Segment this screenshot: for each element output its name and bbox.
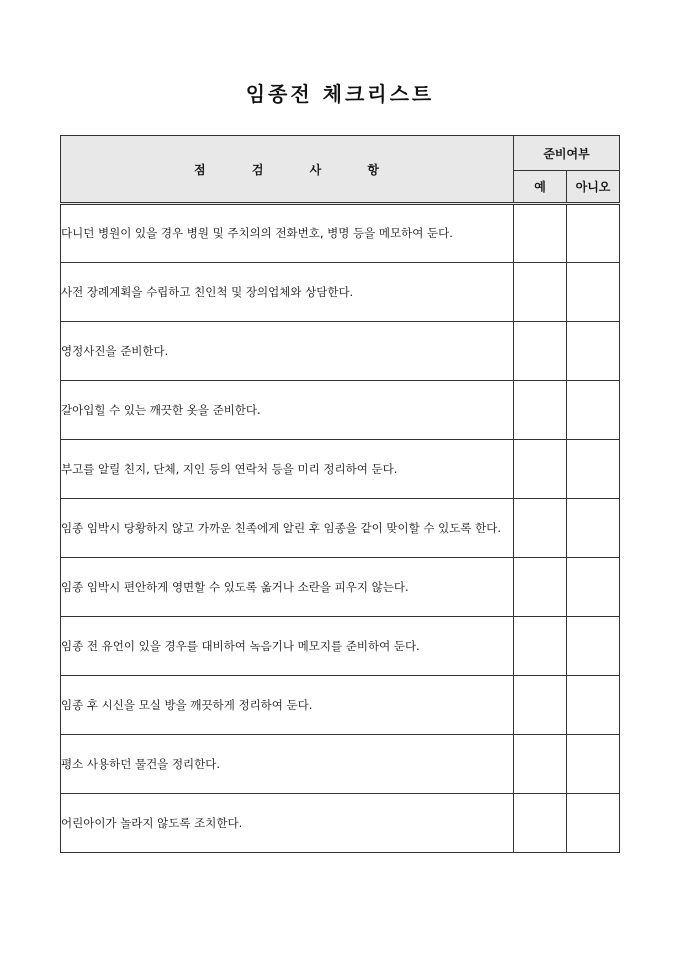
check-no-cell[interactable] <box>567 794 620 853</box>
item-text: 사전 장례계획을 수립하고 친인척 및 장의업체와 상담한다. <box>61 263 514 322</box>
item-text: 임종 후 시신을 모실 방을 깨끗하게 정리하여 둔다. <box>61 676 514 735</box>
table-row <box>61 322 620 381</box>
header-inspection-items-label: 점 검 사 항 <box>194 162 380 177</box>
check-yes-cell[interactable] <box>514 381 567 440</box>
check-no-cell[interactable] <box>567 263 620 322</box>
header-yes: 예 <box>514 171 567 204</box>
item-text: 임종 임박시 당황하지 않고 가까운 친족에게 알린 후 임종을 같이 맞이할 수 있도록 한다. <box>61 499 514 558</box>
check-yes-cell[interactable] <box>514 322 567 381</box>
item-text: 평소 사용하던 물건을 정리한다. <box>61 735 514 794</box>
check-no-cell[interactable] <box>567 558 620 617</box>
item-text: 갈아입힐 수 있는 깨끗한 옷을 준비한다. <box>61 381 514 440</box>
table-row <box>61 676 620 735</box>
page-title: 임종전 체크리스트 <box>245 82 435 106</box>
check-yes-cell[interactable] <box>514 558 567 617</box>
check-yes-cell[interactable] <box>514 204 567 263</box>
table-row <box>61 735 620 794</box>
table-row <box>61 558 620 617</box>
item-text: 다니던 병원이 있을 경우 병원 및 주치의의 전화번호, 병명 등을 메모하여 둔다. <box>61 204 514 263</box>
table-row <box>61 499 620 558</box>
header-readiness: 준비여부 <box>514 136 620 171</box>
check-no-cell[interactable] <box>567 499 620 558</box>
check-yes-cell[interactable] <box>514 676 567 735</box>
table-row <box>61 440 620 499</box>
check-no-cell[interactable] <box>567 322 620 381</box>
check-yes-cell[interactable] <box>514 440 567 499</box>
item-text: 임종 임박시 편안하게 영면할 수 있도록 옮거나 소란을 피우지 않는다. <box>61 558 514 617</box>
check-no-cell[interactable] <box>567 204 620 263</box>
check-yes-cell[interactable] <box>514 735 567 794</box>
table-row <box>61 204 620 263</box>
check-no-cell[interactable] <box>567 381 620 440</box>
check-yes-cell[interactable] <box>514 794 567 853</box>
header-no: 아니오 <box>567 171 620 204</box>
checklist-table <box>60 135 620 853</box>
item-text: 임종 전 유언이 있을 경우를 대비하여 녹음기나 메모지를 준비하여 둔다. <box>61 617 514 676</box>
check-yes-cell[interactable] <box>514 499 567 558</box>
table-row <box>61 381 620 440</box>
table-row <box>61 617 620 676</box>
table-row <box>61 794 620 853</box>
check-yes-cell[interactable] <box>514 617 567 676</box>
check-no-cell[interactable] <box>567 676 620 735</box>
item-text: 영정사진을 준비한다. <box>61 322 514 381</box>
check-yes-cell[interactable] <box>514 263 567 322</box>
header-inspection-items <box>61 136 514 204</box>
check-no-cell[interactable] <box>567 440 620 499</box>
check-no-cell[interactable] <box>567 617 620 676</box>
item-text: 어린아이가 놀라지 않도록 조치한다. <box>61 794 514 853</box>
check-no-cell[interactable] <box>567 735 620 794</box>
item-text: 부고를 알릴 친지, 단체, 지인 등의 연락처 등을 미리 정리하여 둔다. <box>61 440 514 499</box>
table-row <box>61 263 620 322</box>
